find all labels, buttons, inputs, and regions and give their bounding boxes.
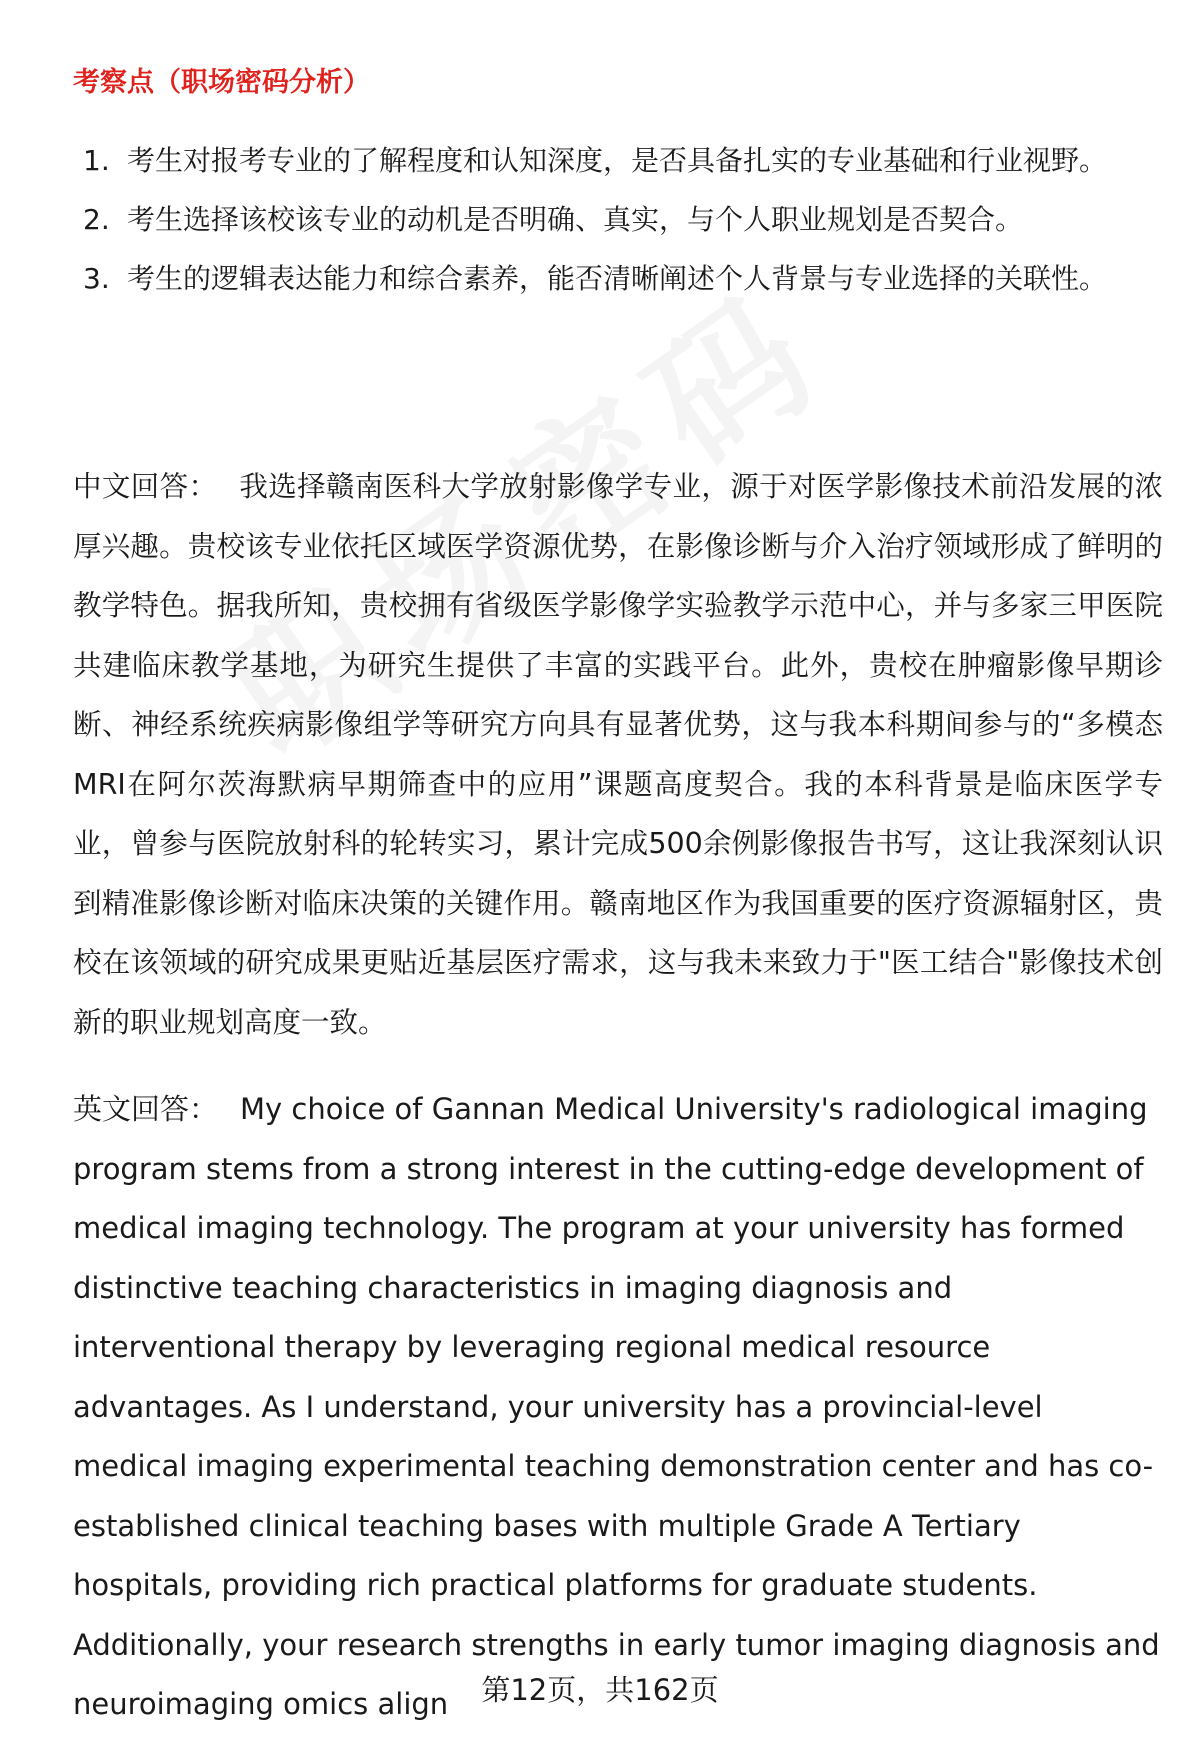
english-answer-label: 英文回答：: [73, 1092, 219, 1126]
list-item-text: 考生选择该校该专业的动机是否明确、真实，与个人职业规划是否契合。: [127, 203, 1024, 236]
assessment-points-list: [73, 131, 1133, 308]
list-item-text: 考生对报考专业的了解程度和认知深度，是否具备扎实的专业基础和行业视野。: [127, 144, 1108, 177]
list-item-number: 2.: [83, 203, 110, 236]
chinese-answer-label: 中文回答：: [73, 470, 218, 503]
section-title: 考察点（职场密码分析）: [73, 67, 370, 98]
list-item: [73, 131, 1133, 190]
list-item: [73, 190, 1133, 249]
english-answer-text: My choice of Gannan Medical University's radiological imaging program stems from a strong interest in the cutting-edge development of medical imaging technology. The program at your university has formed distinctive teaching characteristics in imaging diagnosis and interventional therapy by leveraging regional medical resource advantages. As I understand, your university has a provincial-level medical imaging experimental teaching demonstration center and has co-established clinical teaching bases with multiple Grade A Tertiary hospitals, providing rich practical platforms for graduate students. Additionally, your research strengths in early tumor imaging diagnosis and neuroimaging omics align: [73, 1092, 1160, 1721]
list-item-number: 1.: [83, 144, 110, 177]
list-item: [73, 249, 1133, 308]
list-item-number: 3.: [83, 262, 110, 295]
list-item-text: 考生的逻辑表达能力和综合素养，能否清晰阐述个人背景与专业选择的关联性。: [127, 262, 1108, 295]
english-answer-paragraph: [73, 1080, 1163, 1735]
chinese-answer-text: 我选择赣南医科大学放射影像学专业，源于对医学影像技术前沿发展的浓厚兴趣。贵校该专业依托区域医学资源优势，在影像诊断与介入治疗领域形成了鲜明的教学特色。据我所知，贵校拥有省级医学影像学实验教学示范中心，并与多家三甲医院共建临床教学基地，为研究生提供了丰富的实践平台。此外，贵校在肿瘤影像早期诊断、神经系统疾病影像组学等研究方向具有显著优势，这与我本科期间参与的“多模态MRI在阿尔茨海默病早期筛查中的应用”课题高度契合。我的本科背景是临床医学专业，曾参与医院放射科的轮转实习，累计完成500余例影像报告书写，这让我深刻认识到精准影像诊断对临床决策的关键作用。赣南地区作为我国重要的医疗资源辐射区，贵校在该领域的研究成果更贴近基层医疗需求，这与我未来致力于"医工结合"影像技术创新的职业规划高度一致。: [73, 470, 1163, 1039]
page-number-footer: 第12页，共162页: [481, 1673, 719, 1707]
chinese-answer-paragraph: [73, 457, 1163, 1052]
